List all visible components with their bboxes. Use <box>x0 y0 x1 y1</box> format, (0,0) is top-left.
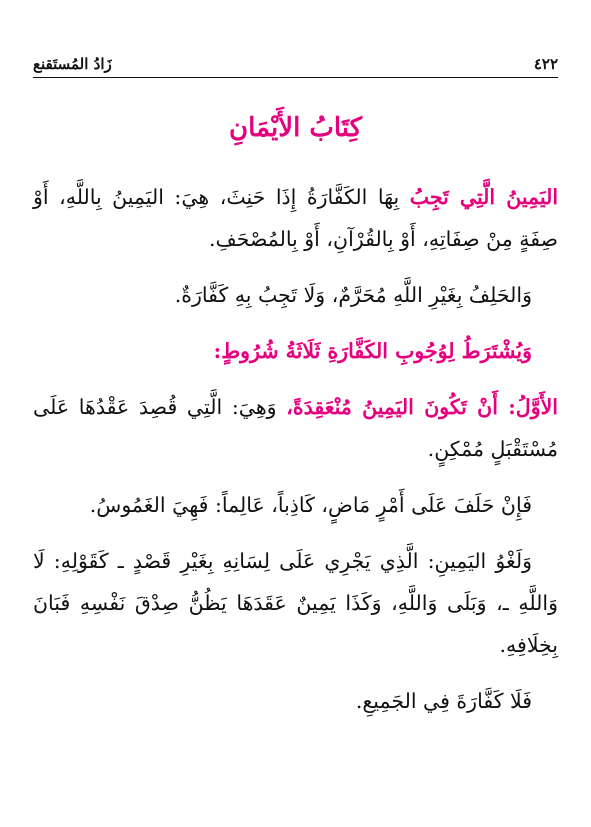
paragraph-first-condition <box>33 386 558 470</box>
paragraph-laghw-text: وَلَغْوُ اليَمِينِ: الَّذِي يَجْرِي عَلَى لِسَانِهِ بِغَيْرِ قَصْدٍ ـ كَقَوْلِهِ: لَا وَاللَّهِ ـ، وَبَلَى وَاللَّهِ، وَكَذَا يَمِينٌ عَقَدَهَا يَظُنُّ صِدْقَ نَفْسِهِ فَبَانَ بِخِلَافِهِ. <box>33 549 558 657</box>
page-body <box>33 100 558 736</box>
running-header <box>33 52 558 78</box>
conditions-heading: وَيُشْتَرَطُ لِوُجُوبِ الكَفَّارَةِ ثَلَاثَةُ شُرُوطٍ: <box>213 339 532 363</box>
chapter-title: كِتَابُ الأَيْمَانِ <box>228 113 362 143</box>
paragraph-ghamus-text: فَإِنْ حَلَفَ عَلَى أَمْرٍ مَاضٍ، كَاذِباً، عَالِماً: فَهِيَ الغَمُوسُ. <box>89 493 532 517</box>
paragraph-swearing-other-than-god-text: وَالحَلِفُ بِغَيْرِ اللَّهِ مُحَرَّمٌ، وَلَا تَجِبُ بِهِ كَفَّارَةٌ. <box>174 283 532 307</box>
paragraph-oath-definition <box>33 176 558 260</box>
paragraph-oath-definition-lead: اليَمِينُ الَّتِي تَجِبُ <box>409 185 559 209</box>
paragraph-swearing-other-than-god <box>33 274 558 316</box>
paragraph-oath-definition-text: بِهَا الكَفَّارَةُ إِذَا حَنِثَ، هِيَ: اليَمِينُ بِاللَّهِ، أَوْ صِفَةٍ مِنْ صِفَاتِهِ، أَوْ بِالقُرْآنِ، أَوْ بِالمُصْحَفِ. <box>33 185 558 251</box>
paragraph-laghw <box>33 540 558 666</box>
paragraph-first-condition-lead: الأَوَّلُ: أَنْ تَكُونَ اليَمِينُ مُنْعَقِدَةً، <box>286 395 558 419</box>
page-number: ٤٢٢ <box>533 55 558 73</box>
paragraph-first-condition-text: وَهِيَ: الَّتِي قُصِدَ عَقْدُهَا عَلَى مُسْتَقْبَلٍ مُمْكِنٍ. <box>33 395 558 461</box>
paragraph-no-expiation-text: فَلَا كَفَّارَةَ فِي الجَمِيعِ. <box>355 689 532 713</box>
book-title: زَادُ المُستَقنع <box>33 55 112 73</box>
paragraph-ghamus <box>33 484 558 526</box>
paragraph-no-expiation <box>33 680 558 722</box>
